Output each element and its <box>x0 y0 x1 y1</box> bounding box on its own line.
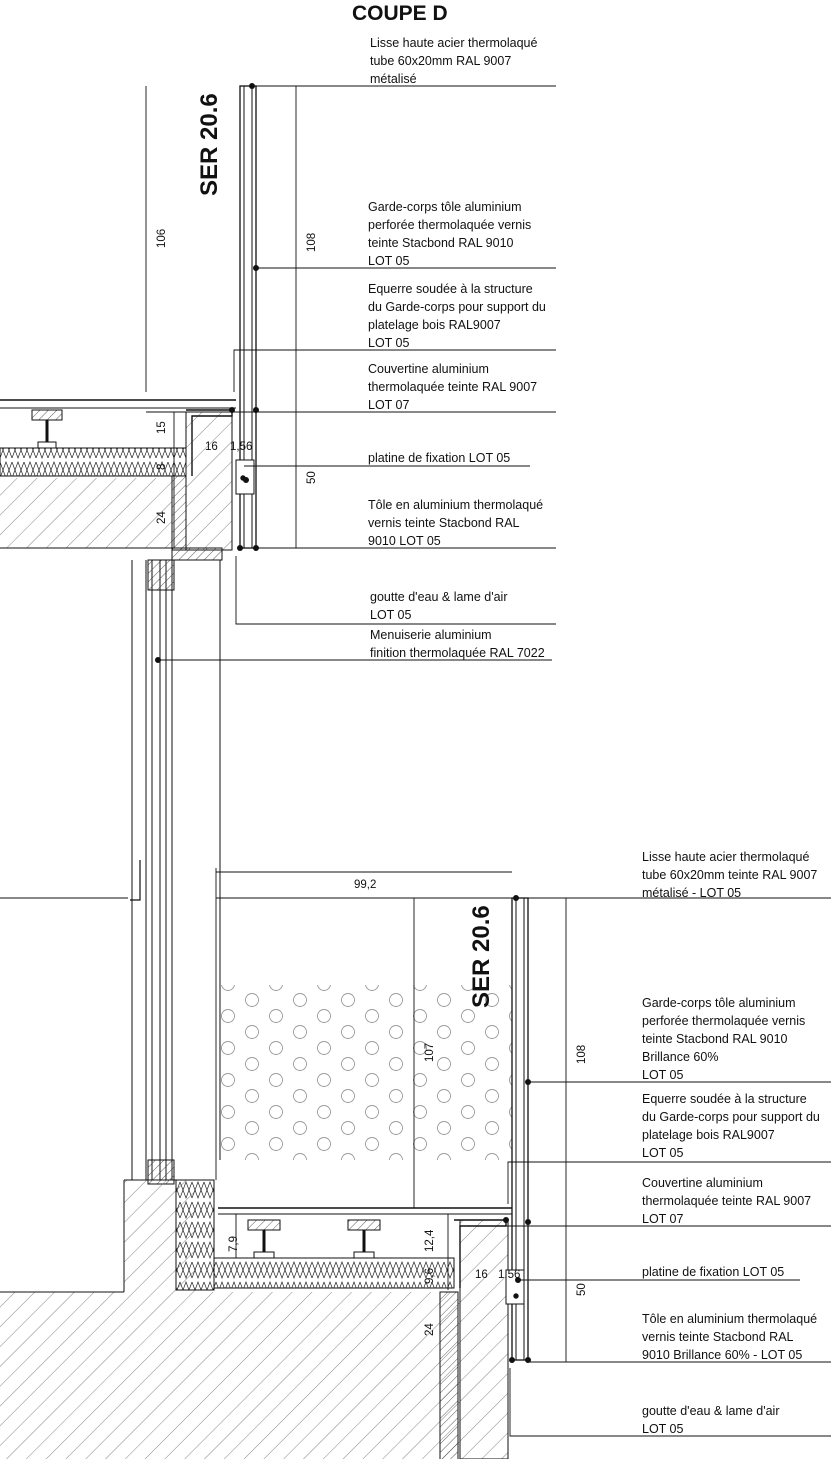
upper-parapet <box>186 412 232 550</box>
lower-label-bracket: Equerre soudée à la structure du Garde-corps pour support du platelage bois RAL9007 LOT 05 <box>642 1092 820 1160</box>
dim-upper-apron: 50 <box>306 471 318 484</box>
dim-upper-plate: 1,56 <box>230 441 253 453</box>
lower-detail <box>0 868 831 1459</box>
lower-cladding <box>440 1292 458 1459</box>
lower-label-rail: Lisse haute acier thermolaqué tube 60x20mm teinte RAL 9007 métalisé - LOT 05 <box>642 850 818 900</box>
dim-lower-pad: 7,9 <box>228 1236 240 1252</box>
dim-lower-plate: 1,56 <box>498 1269 521 1281</box>
lower-label-coping: Couvertine aluminium thermolaquée teinte RAL 9007 LOT 07 <box>642 1176 812 1226</box>
upper-label-guardrail: Garde-corps tôle aluminium perforée thermolaquée vernis teinte Stacbond RAL 9010 LOT 05 <box>368 200 532 268</box>
lower-perforated-panel <box>220 985 512 1160</box>
upper-label-plate: platine de fixation LOT 05 <box>368 451 511 465</box>
upper-insulation <box>0 448 186 476</box>
lower-label-drip: goutte d'eau & lame d'air LOT 05 <box>642 1404 780 1436</box>
upper-label-sheet: Tôle en aluminium thermolaqué vernis teinte Stacbond RAL 9010 LOT 05 <box>368 498 544 548</box>
dim-lower-coping: 12,4 <box>424 1229 436 1252</box>
dim-upper-slab-a: 8 <box>156 463 168 470</box>
series-ref-bottom: SER 20.6 <box>468 905 495 1008</box>
dim-upper-slab-b: 24 <box>156 511 168 524</box>
section-title: COUPE D <box>352 2 448 25</box>
lower-label-sheet: Tôle en aluminium thermolaqué vernis teinte Stacbond RAL 9010 Brillance 60% - LOT 05 <box>642 1312 818 1362</box>
dim-upper-total: 106 <box>156 228 168 248</box>
dim-lower-slab-b: 24 <box>424 1323 436 1336</box>
upper-concrete-slab <box>0 478 172 548</box>
dim-lower-slab-a: 9,6 <box>424 1268 436 1284</box>
lower-insulation <box>214 1258 454 1288</box>
upper-label-coping: Couvertine aluminium thermolaquée teinte RAL 9007 LOT 07 <box>368 362 538 412</box>
dim-lower-infill: 107 <box>424 1042 436 1062</box>
lower-label-plate: platine de fixation LOT 05 <box>642 1265 785 1279</box>
lower-deck-pedestals <box>248 1220 380 1258</box>
lower-parapet <box>460 1220 508 1459</box>
dim-upper-gap: 16 <box>205 441 218 453</box>
dim-upper-rail: 108 <box>306 232 318 252</box>
dim-lower-apron: 50 <box>576 1283 588 1296</box>
upper-label-rail: Lisse haute acier thermolaqué tube 60x20mm RAL 9007 métalisé <box>370 36 538 86</box>
lower-label-guardrail: Garde-corps tôle aluminium perforée thermolaquée vernis teinte Stacbond RAL 9010 Brillance 60% LOT 05 <box>642 996 806 1082</box>
dim-lower-rail: 108 <box>576 1044 588 1064</box>
upper-label-drip: goutte d'eau & lame d'air LOT 05 <box>370 590 508 622</box>
window-frame <box>130 560 220 1184</box>
upper-label-bracket: Equerre soudée à la structure du Garde-corps pour support du platelage bois RAL9007 LOT 05 <box>368 282 546 350</box>
upper-deck-pedestal <box>32 410 62 448</box>
upper-label-window: Menuiserie aluminium finition thermolaquée RAL 7022 <box>370 628 545 660</box>
dim-lower-gap: 16 <box>475 1269 488 1281</box>
dim-lower-width: 99,2 <box>354 879 377 891</box>
series-ref-top: SER 20.6 <box>196 93 223 196</box>
dim-upper-coping: 15 <box>156 421 168 434</box>
